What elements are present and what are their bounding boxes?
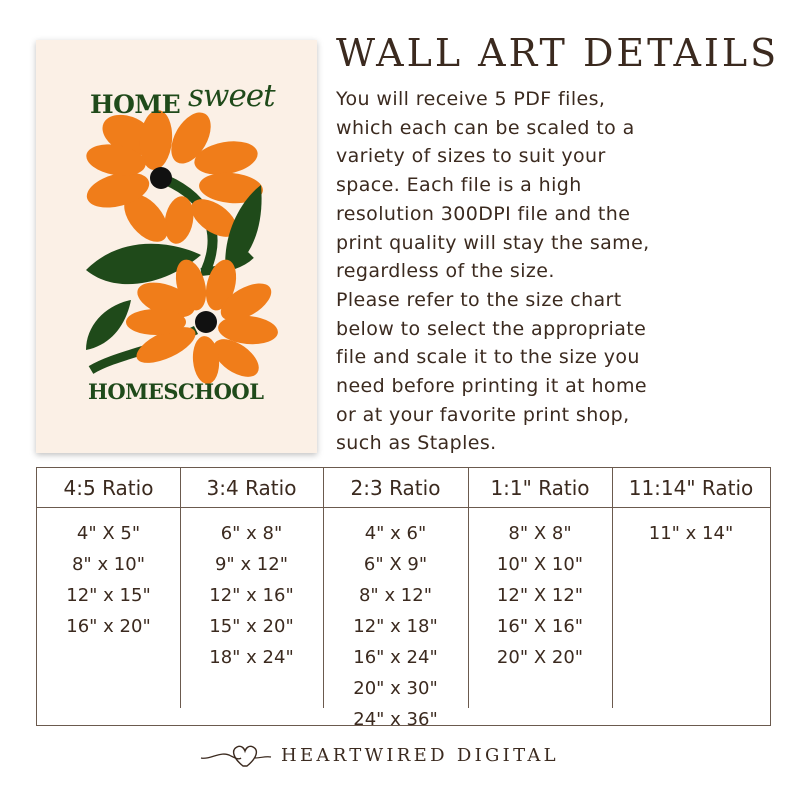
size-item: 12" X 12": [496, 585, 584, 606]
size-column-2-3: [323, 468, 468, 730]
description-line: which each can be scaled to a: [336, 116, 635, 139]
column-divider: [323, 468, 324, 708]
size-item: 6" x 8": [220, 523, 283, 544]
size-column-4-5: [37, 468, 180, 725]
description-line: below to select the appropriate: [336, 317, 647, 340]
column-header: 11:14" Ratio: [612, 468, 770, 508]
size-item: 10" X 10": [496, 554, 584, 575]
poster-title-home: HOME: [90, 90, 181, 119]
description-line: print quality will stay the same,: [336, 231, 650, 254]
size-item: 16" x 24": [353, 647, 438, 668]
description-line: need before printing it at home: [336, 375, 647, 398]
size-item: 6" X 9": [363, 554, 428, 575]
size-item: 12" x 16": [209, 585, 294, 606]
column-divider: [180, 468, 181, 708]
column-header: 1:1" Ratio: [468, 468, 612, 508]
size-item: 8" x 10": [71, 554, 145, 575]
size-item: 11" x 14": [648, 523, 734, 544]
description-line: file and scale it to the size you: [336, 346, 640, 369]
size-column-11-14: [612, 468, 770, 725]
size-column-3-4: [180, 468, 323, 725]
size-item: 4" X 5": [76, 523, 141, 544]
size-item: 4" x 6": [364, 523, 427, 544]
size-chart: [36, 467, 771, 730]
size-item: 24" x 36": [353, 709, 438, 730]
column-header: 3:4 Ratio: [180, 468, 323, 508]
description-line: variety of sizes to suit your: [336, 145, 606, 168]
poster-title-homeschool: HOMESCHOOL: [88, 379, 264, 404]
brand-name: HEARTWIRED DIGITAL: [281, 745, 559, 766]
size-item: 18" x 24": [209, 647, 294, 668]
lower-leaf: [86, 300, 131, 350]
size-item: 20" X 20": [496, 647, 584, 668]
page-title: WALL ART DETAILS: [336, 31, 780, 75]
size-item: 9" x 12": [214, 554, 288, 575]
size-item: 20" x 30": [353, 678, 438, 699]
description-line: Please refer to the size chart: [336, 288, 622, 311]
column-divider: [612, 468, 613, 708]
size-item: 12" x 18": [353, 616, 438, 637]
description-line: You will receive 5 PDF files,: [336, 88, 606, 110]
upper-flower-center: [150, 167, 172, 189]
description-line: resolution 300DPI file and the: [336, 202, 631, 225]
description-line: or at your favorite print shop,: [336, 403, 630, 426]
size-item: 15" x 20": [209, 616, 294, 637]
description-line: regardless of the size.: [336, 260, 555, 283]
description: [336, 85, 786, 458]
poster-artwork: [36, 40, 317, 453]
size-column-1-1: [468, 468, 612, 725]
heart-line-icon: [199, 738, 279, 772]
description-line: such as Staples.: [336, 432, 497, 455]
size-item: 8" X 8": [508, 523, 572, 544]
size-item: 16" x 20": [66, 616, 151, 637]
column-divider: [468, 468, 469, 708]
lower-flower-center: [195, 311, 217, 333]
column-header: 2:3 Ratio: [323, 468, 468, 508]
description-line: space. Each file is a high: [336, 174, 582, 197]
size-item: 12" x 15": [66, 585, 151, 606]
column-header: 4:5 Ratio: [37, 468, 180, 508]
size-item: 8" x 12": [358, 585, 432, 606]
size-item: 16" X 16": [496, 616, 584, 637]
poster-title-sweet: sweet: [188, 78, 275, 114]
